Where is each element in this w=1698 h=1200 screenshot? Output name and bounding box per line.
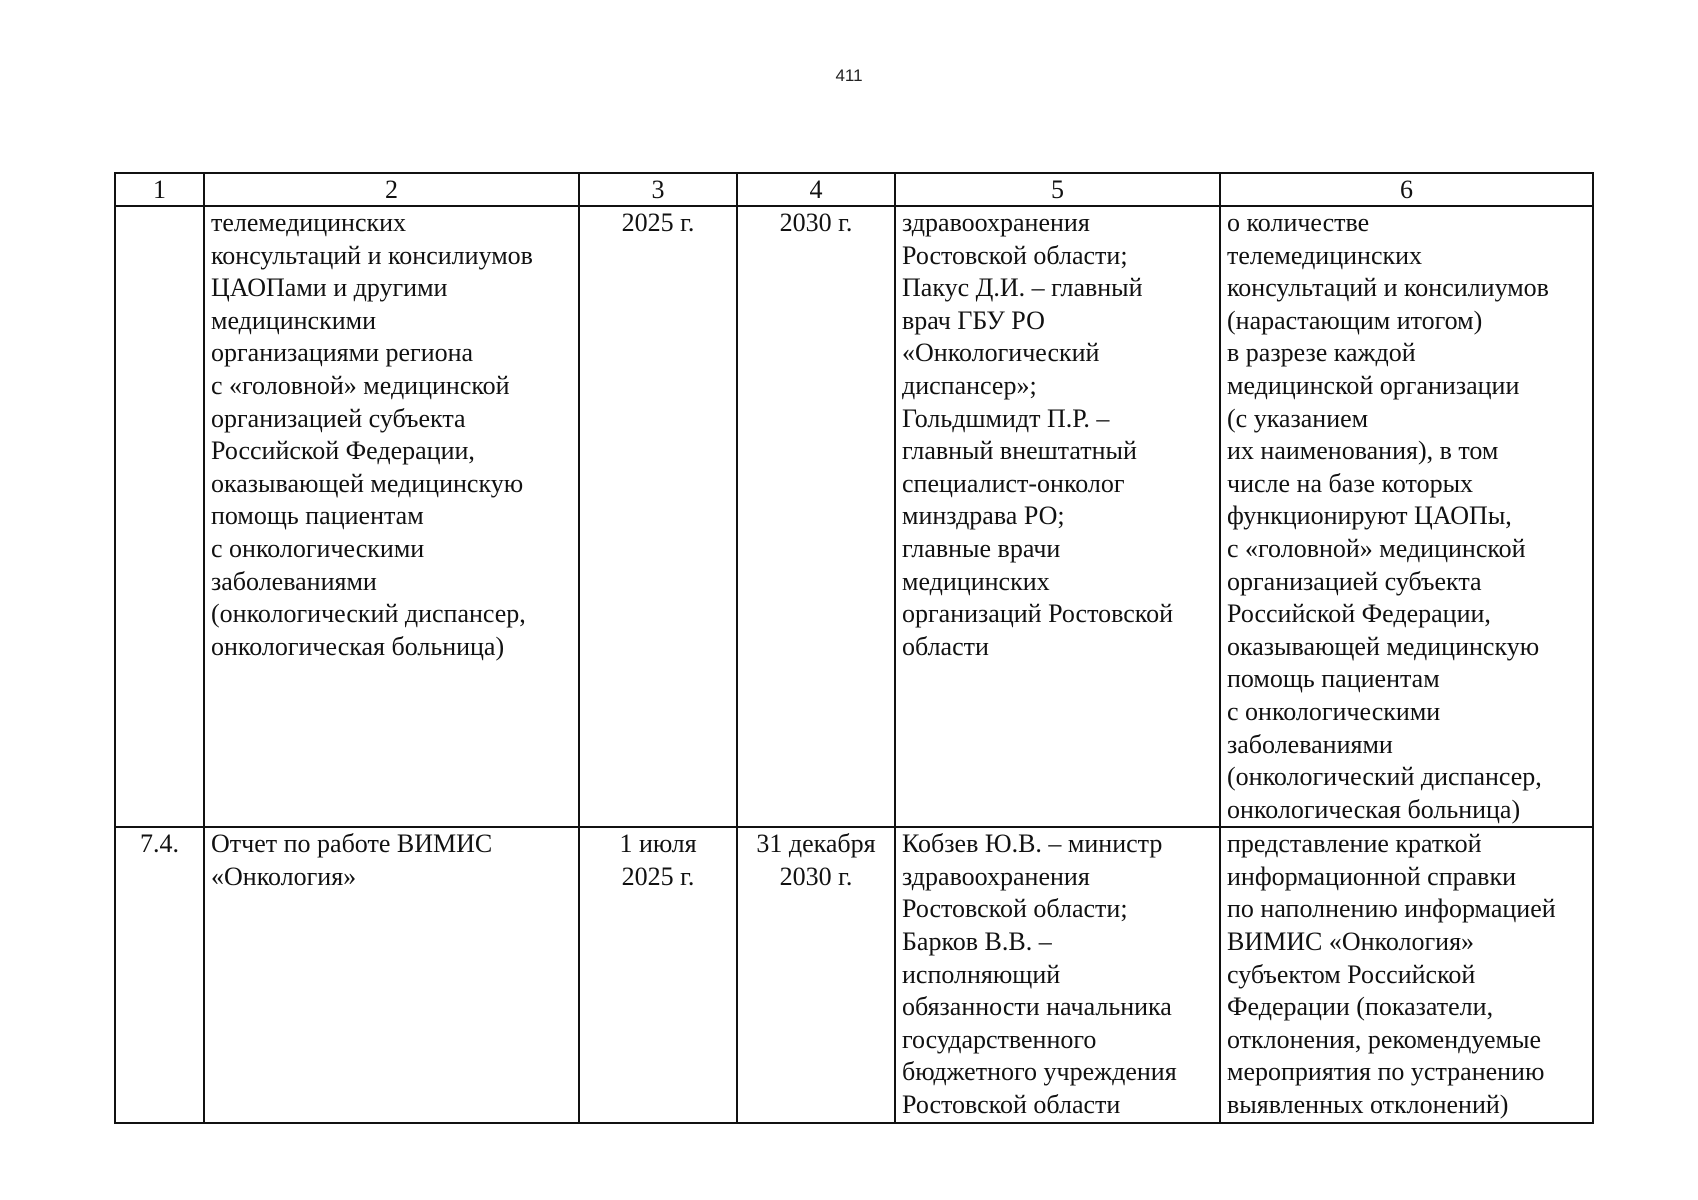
- activity-name: телемедицинских консультаций и консилиумов ЦАОПами и другими медицинскими организациями региона с «головной» медицинской организацией субъекта Российской Федерации, оказывающей медицинскую помощь пациентам с онкологическими заболеваниями (онкологический диспансер, онкологическая больница): [211, 208, 533, 661]
- column-header: 6: [1220, 173, 1593, 206]
- end-date-cell: [737, 827, 895, 1122]
- column-header: 1: [115, 173, 204, 206]
- row-number-cell: [115, 206, 204, 827]
- end-date: 31 декабря 2030 г.: [756, 829, 876, 891]
- column-header: 4: [737, 173, 895, 206]
- start-date-cell: [579, 827, 737, 1122]
- expected-result: представление краткой информационной справки по наполнению информацией ВИМИС «Онкология» субъектом Российской Федерации (показатели, отклонения, рекомендуемые мероприятия по устранению выявленных отклонений): [1227, 829, 1556, 1120]
- activity-name: Отчет по работе ВИМИС «Онкология»: [211, 829, 493, 891]
- column-header: 2: [204, 173, 579, 206]
- start-date: 2025 г.: [621, 208, 695, 237]
- plan-table: [114, 172, 1594, 1124]
- table-header-row: [115, 173, 1593, 206]
- responsible-persons: Кобзев Ю.В. – министр здравоохранения Ростовской области; Барков В.В. – исполняющий обязанности начальника государственного бюджетного учреждения Ростовской области: [902, 829, 1177, 1120]
- end-date: 2030 г.: [779, 208, 853, 237]
- result-cell: [1220, 206, 1593, 827]
- start-date-cell: [579, 206, 737, 827]
- start-date: 1 июля 2025 г.: [619, 829, 697, 891]
- activity-name-cell: [204, 206, 579, 827]
- row-number-cell: [115, 827, 204, 1122]
- table-row: [115, 206, 1593, 827]
- row-number: 7.4.: [140, 829, 179, 859]
- end-date-cell: [737, 206, 895, 827]
- table-row: [115, 827, 1593, 1122]
- page-number: 411: [835, 66, 863, 85]
- responsible-cell: [895, 206, 1220, 827]
- column-header: 5: [895, 173, 1220, 206]
- expected-result: о количестве телемедицинских консультаций и консилиумов (нарастающим итогом) в разрезе каждой медицинской организации (с указанием их наименования), в том числе на базе которых функционируют ЦАОПы, с «головной» медицинской организацией субъекта Российской Федерации, оказывающей медицинскую помощь пациентам с онкологическими заболеваниями (онкологический диспансер, онкологическая больница): [1227, 208, 1549, 824]
- activity-name-cell: [204, 827, 579, 1122]
- result-cell: [1220, 827, 1593, 1122]
- responsible-persons: здравоохранения Ростовской области; Пакус Д.И. – главный врач ГБУ РО «Онкологический диспансер»; Гольдшмидт П.Р. – главный внештатный специалист-онколог минздрава РО; главные врачи медицинских организаций Ростовской области: [902, 208, 1173, 661]
- responsible-cell: [895, 827, 1220, 1122]
- column-header: 3: [579, 173, 737, 206]
